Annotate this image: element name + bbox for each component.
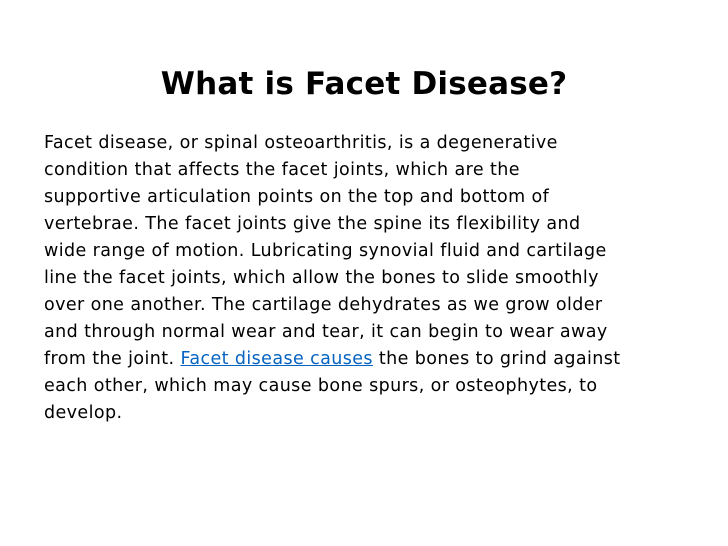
body-line-suffix: the bones to grind against <box>372 349 621 369</box>
body-line: over one another. The cartilage dehydrates as we grow older <box>44 295 603 315</box>
body-line: vertebrae. The facet joints give the spine its flexibility and <box>44 214 581 234</box>
body-line: supportive articulation points on the top and bottom of <box>44 187 550 207</box>
body-line: Facet disease, or spinal osteoarthritis, is a degenerative <box>44 133 558 153</box>
body-line-prefix: from the joint. <box>44 349 181 369</box>
body-line: develop. <box>44 403 123 423</box>
body-line: wide range of motion. Lubricating synovial fluid and cartilage <box>44 241 607 261</box>
body-line: each other, which may cause bone spurs, or osteophytes, to <box>44 376 598 396</box>
slide-title: What is Facet Disease? <box>160 66 568 102</box>
slide-body <box>44 130 704 427</box>
facet-disease-causes-link[interactable]: Facet disease causes <box>180 349 373 369</box>
body-line-with-link <box>44 346 704 373</box>
body-line: line the facet joints, which allow the bones to slide smoothly <box>44 268 599 288</box>
body-line: and through normal wear and tear, it can begin to wear away <box>44 322 608 342</box>
body-line: condition that affects the facet joints, which are the <box>44 160 520 180</box>
